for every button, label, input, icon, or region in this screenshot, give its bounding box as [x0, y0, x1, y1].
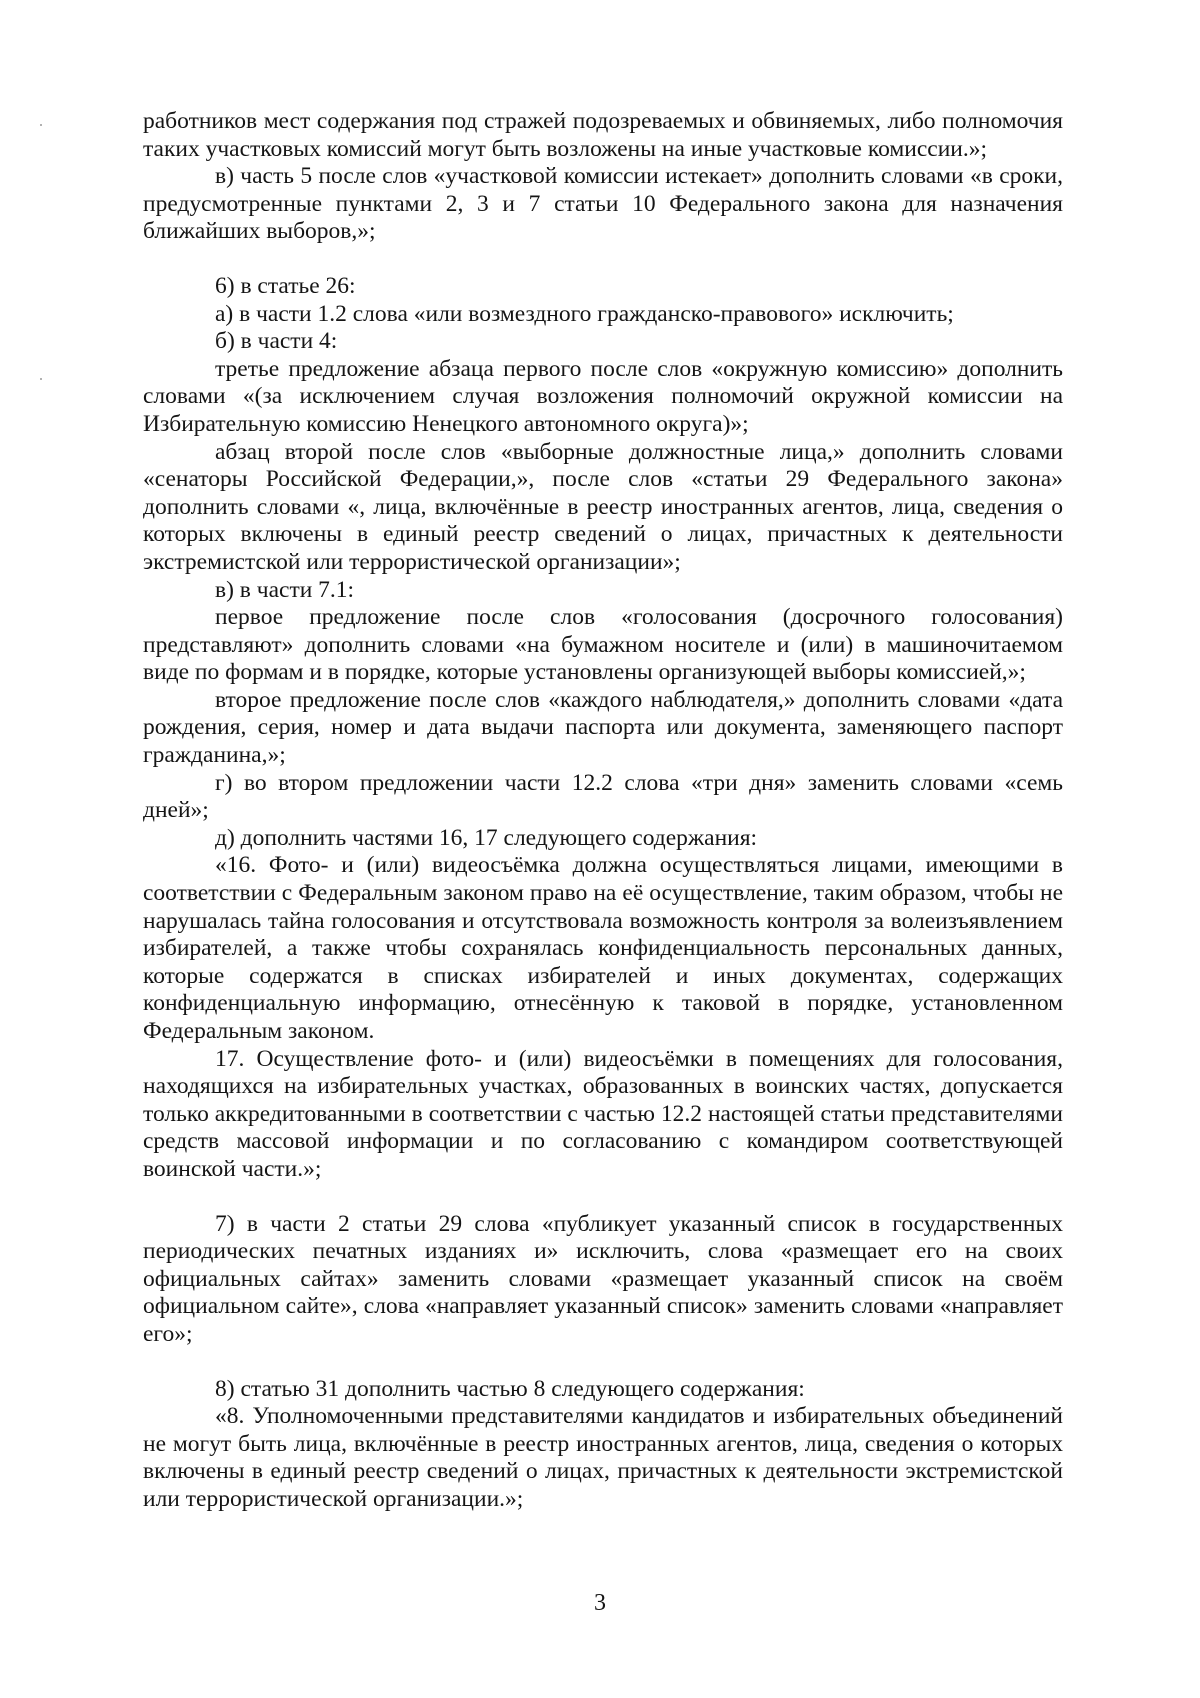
paragraph-spacer — [143, 1349, 1063, 1376]
paragraph: б) в части 4: — [215, 328, 338, 355]
scan-speck — [40, 378, 42, 380]
paragraph: 17. Осуществление фото- и (или) видеосъёмки в помещениях для голосования, находящихся на избирательных участках, образованных в воинских частях, допускается только аккредитованными в соответствии с частью 12.2 настоящей статьи представителями средств массовой информации и по согласованию с командиром соответствующей воинской части.»; — [143, 1045, 1063, 1182]
paragraph: д) дополнить частями 16, 17 следующего содержания: — [215, 824, 758, 851]
paragraph: а) в части 1.2 слова «или возмездного гражданско-правового» исключить; — [215, 300, 954, 327]
paragraph: третье предложение абзаца первого после слов «окружную комиссию» дополнить словами «(за исключением случая возложения полномочий окружной комиссии на Избирательную комиссию Ненецкого автономного округа)»; — [143, 355, 1063, 437]
paragraph: г) во втором предложении части 12.2 слова «три дня» заменить словами «семь дней»; — [143, 769, 1063, 824]
paragraph: «16. Фото- и (или) видеосъёмка должна осуществляться лицами, имеющими в соответствии с Федеральным законом право на её осуществление, таким образом, чтобы не нарушалась тайна голосования и отсутствовала возможность контроля за волеизъявлением избирателей, а также чтобы сохранялась конфиденциальность персональных данных, которые содержатся в списках избирателей и иных документах, содержащих конфиденциальную информацию, отнесённую к таковой в порядке, установленном Федеральным законом. — [143, 852, 1063, 1044]
scan-speck — [40, 124, 42, 126]
paragraph-spacer — [143, 246, 1063, 273]
paragraph: «8. Уполномоченными представителями кандидатов и избирательных объединений не могут быть лица, включённые в реестр иностранных агентов, лица, сведения о которых включены в единый реестр сведений о лицах, причастных к деятельности экстремистской или террористической организации.»; — [143, 1403, 1063, 1512]
paragraph: в) в части 7.1: — [215, 576, 355, 603]
paragraph: 6) в статье 26: — [215, 272, 356, 299]
paragraph: работников мест содержания под стражей подозреваемых и обвиняемых, либо полномочия таких участковых комиссий могут быть возложены на иные участковые комиссии.»; — [143, 108, 1063, 162]
paragraph: второе предложение после слов «каждого наблюдателя,» дополнить словами «дата рождения, серия, номер и дата выдачи паспорта или документа, заменяющего паспорт гражданина,»; — [143, 686, 1063, 769]
paragraph-spacer — [143, 1184, 1063, 1211]
paragraph: 8) статью 31 дополнить частью 8 следующего содержания: — [215, 1375, 805, 1402]
document-body — [143, 108, 1063, 1514]
page-number: 3 — [594, 1590, 606, 1616]
paragraph: первое предложение после слов «голосования (досрочного голосования) представляют» дополнить словами «на бумажном носителе и (или) в машиночитаемом виде по формам и в порядке, которые установлены организующей выборы комиссией,»; — [143, 604, 1063, 686]
paragraph: 7) в части 2 статьи 29 слова «публикует указанный список в государственных периодических печатных изданиях и» исключить, слова «размещает его на своих официальных сайтах» заменить словами «размещает указанный список на своём официальном сайте», слова «направляет указанный список» заменить словами «направляет его»; — [143, 1210, 1063, 1347]
paragraph: абзац второй после слов «выборные должностные лица,» дополнить словами «сенаторы Российской Федерации,», после слов «статьи 29 Федерального закона» дополнить словами «, лица, включённые в реестр иностранных агентов, лица, сведения о которых включены в единый реестр сведений о лицах, причастных к деятельности экстремистской или террористической организации»; — [143, 438, 1063, 575]
paragraph: в) часть 5 после слов «участковой комиссии истекает» дополнить словами «в сроки, предусмотренные пунктами 2, 3 и 7 статьи 10 Федерального закона для назначения ближайших выборов,»; — [143, 163, 1063, 245]
